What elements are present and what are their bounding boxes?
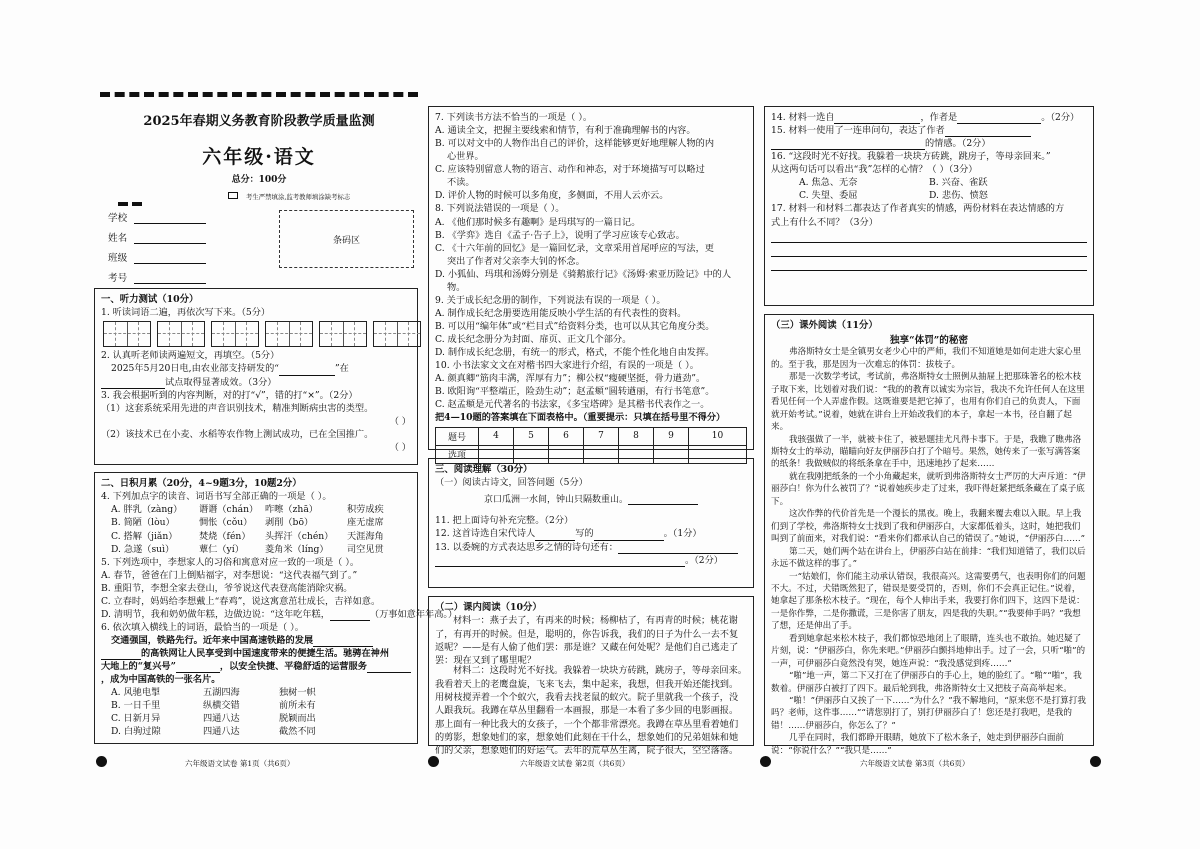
story-paragraph: 一“姑娘们，你们能主动承认错误，我很高兴。这需要勇气，也表明你们的问题不大。不过，犬错既然犯了，错误是要受罚的，否则，你们不会真正记住。”说着，她拿起了那条松木枝子。“现在，每个人伸出手来，我要打你们四下，这四下是说：一是你作弊，二是你撒谎，三是你害了朋友，四是我的失职。”“我要伸手吗？”我想了想，还是伸出了手。 [771,571,1086,632]
question-16-options [771,176,1087,202]
option-row: C. 失望、委屈 D. 悲伤、愤怒 [799,190,988,202]
question-13: 13. 以委婉的方式表达思乡之情的诗句还有： [435,541,747,554]
story-paragraph: 第二天，她们两个站在讲台上，伊丽莎白站在前排：“我们知道错了，我们以后永远不做这样的事了。” [771,546,1086,570]
page-footer: 六年级语文试卷 第1页（共6页） [185,759,295,768]
registration-mark [760,756,771,767]
story-paragraph: 弗洛斯特女士是全镇男女老少心中的严师，我们不知道她是如何走进大家心里的。至于我，那是因为一次难忘的体罚：拔枝子。 [771,347,1082,370]
page-footer: 六年级语文试卷 第3页（共6页） [860,759,970,768]
question-8: 8. 下列说法错误的一项是（ ）。 [435,203,565,215]
registration-mark [96,756,107,767]
question-2-fill: 2025年5月20日电,由农业部支持研发的“ ”在 [111,363,349,375]
question-17: 17. 材料一和材料二都表达了作者真实的情感，两份材料在表达情感的方 [771,203,1065,215]
table-header-cell: 题号 [436,427,479,445]
option-a: A. 《他们那时候多有趣啊》是玛琪写的一篇日记。 [435,216,641,228]
reading-poem-section [428,458,754,588]
question-16-ask: 从这两句话可以看出“我”怎样的心情？（ ）（3分） [771,164,978,176]
section-title: 二、日积月累（20分，4~9题3分，10题2分） [101,478,302,489]
option-b: B. 欧阳询“平整端正，险劲生动”；赵孟頫“圆转遒丽，有行书笔意”。 [435,386,715,398]
question-9: 9. 关于成长纪念册的制作，下列说法有误的一项是（ ）。 [435,294,666,306]
total-score: 总分：100分 [231,175,287,185]
question-6-options [101,686,411,738]
story-paragraph: 这次作弊的代价首先是一个漫长的黑夜。晚上，我翻来覆去难以入眠。早上我们到了学校，弗洛斯特女士找到了我和伊丽莎白，大家都低着头，这时，她把我们叫到了前面来，对我们说：“看来你们都承认自己的错误了。”她说，“伊丽莎白……” [771,509,1086,545]
answer-paren[interactable]: （ ） [389,441,411,453]
option-c: C. 成长纪念册分为封面、扉页、正文几个部分。 [435,334,632,346]
option-c: C. 《十六年前的回忆》是一篇回忆录，文章采用首尾呼应的写法，更 [435,242,714,254]
story-paragraph: 我骇强做了一半，就被卡住了，被悬题挂尤凡得卡事下。于是，我瞧了瞧弗洛斯特女士的举动，瞄瞄向好友伊丽莎白打了个暗号。果然，她传来了一张写满答案的纸条！我做贼似的将纸条拿在手中，迅速地抄了起来…… [771,434,1082,470]
question-14: 14. 材料一选自 ，作者是 。（2分） [771,112,1080,123]
question-6-text-4: ，成为中国高铁的一张名片。 [101,674,221,686]
story-paragraph: 看到她拿起来松木枝子，我们都惊恐地闭上了眼睛，连头也不敢抬。她迟疑了片刻，说：“伊丽莎白，你先来吧。”伊丽莎白颤抖地伸出手。过了一会，只听“啪”的一声，可伊丽莎白竟然没有哭，她连声说：“我没感觉到疼……” [771,633,1086,669]
option-d: D. 制作成长纪念册，有统一的形式，格式，不能个性化地自由发挥。 [435,347,715,359]
answer-line[interactable] [771,257,1087,271]
option-d: D. 清明节，我和奶奶做年糕，边做边说：“这年吃年糕， （万事如意年年高。） [101,608,458,620]
poem-line: 京口瓜洲一水间，钟山只隔数重山。 [435,492,747,505]
question-3: 3. 我会根据听到的内容判断，对的打“√”，错的打“×”。（2分） [101,389,358,401]
basics-continued [428,106,754,461]
story-paragraph: “啪”地一声，第二下又打在了伊丽莎白的手心上，她的脸红了。“啪”“啪”，我数着。伊丽莎白被打了四下。最后轮到我，弗洛斯特女士又把枝子高高举起来。 [771,671,1082,694]
option-row: B. 一日千里 纵横交错 前所未有 [111,700,316,712]
question-10: 10. 小书法家文文在对楷书四大家进行介绍，有误的一项是（ ）。 [435,360,699,372]
table-header-cell: 6 [549,427,584,445]
subsection-title: （三）课外阅读（11分） [771,320,878,331]
subsection-title: （一）阅读古诗文，回答问题（5分） [435,477,588,489]
question-12: 12. 这首诗选自宋代诗人 写的 。（1分） [435,528,702,540]
question-2-fill-2: 试点取得显著成效。（3分） [101,376,411,389]
answer-table-note: 把4—10题的答案填在下面表格中。（重要提示：只填在括号里不得分） [435,412,726,424]
material-one: 材料一：燕子去了，有再来的时候；杨柳枯了，有再青的时候；桃花谢了，有再开的时候。但是，聪明的，你告诉我，我们的日子为什么一去不复返呢？——是有人偷了他们罢：那是谁？又藏在何处呢？是他们自己逃走了罢：现在又到了哪里呢？ [435,615,739,667]
question-3-1: （1）这套系统采用先进的声音识别技术，精准判断病虫害的类型。 [101,402,374,414]
option-b: B. 可以用“编年体”或“栏目式”给资料分类，也可以从其它角度分类。 [435,321,715,332]
option-b: B. 可以对文中的人物作出自己的评价，这样能够更好地理解人物的内 [435,138,715,150]
school-field[interactable]: 学校 [108,210,206,224]
exam-title: 2025年春期义务教育阶段教学质量监测 [143,114,375,129]
exam-number-field[interactable]: 考号 [108,270,206,284]
question-4: 4. 下列加点字的读音、词语书写全部正确的一项是（ ）。 [101,491,332,503]
name-field[interactable]: 姓名 [108,230,206,244]
option-a: A. 颜真卿“筋肉丰满，浑厚有力”；柳公权“瘦硬坚挺，骨力遒劲”。 [435,373,706,385]
table-header-cell: 9 [654,427,689,445]
table-header-cell: 4 [479,427,514,445]
answer-paren[interactable]: （ ） [389,415,411,427]
in-class-reading [428,596,754,757]
question-15: 15. 材料一使用了一连串问句，表达了作者 [771,124,1087,137]
answer-line[interactable] [771,229,1087,243]
option-row: D. 白驹过隙 四通八达 截然不同 [111,726,316,738]
accumulation-section [94,472,458,744]
question-11: 11. 把上面诗句补充完整。（2分） [435,515,574,527]
option-b: B. 《学弈》选自《孟子·告子上》，说明了学习应该专心致志。 [435,229,685,241]
story-title: 独享“体罚”的秘密 [889,335,969,347]
option-c: C. 应该特别留意人物的语言、动作和神态，对于环境描写可以略过 [435,164,705,176]
registration-mark [1090,756,1101,767]
proctor-notice: 考生严禁填涂,监考教师填涂缺考标志 [228,192,350,201]
story-paragraph: 几乎在同时，我们都睁开眼睛，她放下了松木条子，她走到伊丽莎白面前说：“你说什么？”“我只是……” [771,733,1065,756]
extracurricular-reading [764,314,1094,756]
question-5: 5. 下列选项中，李想家人的习俗和寓意对应一致的一项是（ ）。 [101,556,360,568]
cut-line [100,92,418,97]
option-a: A. 春节，爸爸在门上倒贴福字，对李想说：“这代表福气到了。” [101,569,358,581]
option-d: D. 小狐仙、玛琪和汤姆分别是《骑鹅旅行记》《汤姆·索亚历险记》中的人 [435,268,732,280]
question-6: 6. 依次填入横线上的词语，最恰当的一项是（ ）。 [101,621,304,633]
option-row: B. 简陋（lòu） 惆怅（cǒu） 剥削（bō） 座无虚席 [111,517,384,529]
option-b: B. 重阳节，李想全家去登山，爷爷说这代表登高能消除灾祸。 [101,582,353,594]
option-b-cont: 心世界。 [447,151,484,163]
writing-grid[interactable] [103,321,411,347]
option-row: A. 焦急、无奈 B. 兴奋、雀跃 [799,177,988,189]
section-title: 三、阅读理解（30分） [435,464,533,475]
table-header-cell: 5 [514,427,549,445]
subject-title: 六年级·语文 [202,146,316,168]
question-6-text: 交通强国，铁路先行。近年来中国高速铁路的发展 [101,634,411,647]
section-title: 一、听力测试（10分） [101,294,199,305]
option-c-cont: 突出了作者对父亲李大钊的怀念。 [447,255,585,267]
table-header-cell: 10 [689,427,747,445]
in-class-questions [764,106,1094,306]
option-d: D. 评价人物的时候可以多角度，多侧面，不用人云亦云。 [435,190,669,202]
table-row-label: 选项 [436,445,479,463]
story-text [771,346,1087,756]
question-13-line: 。（2分） [435,554,747,567]
question-17-ask: 式上有什么不同？（3分） [771,216,878,228]
answer-line[interactable] [771,243,1087,257]
question-15-line: 的情感。（2分） [771,137,1087,150]
table-header-cell: 7 [584,427,619,445]
barcode-area: 条码区 [279,210,414,268]
option-a: A. 制作成长纪念册要选用能反映小学生活的有代表性的资料。 [435,307,687,319]
option-d-cont: 物。 [447,281,466,293]
table-header-cell: 8 [619,427,654,445]
question-6-text-2: 的高铁网让人民享受到中国速度带来的便捷生活。驰骋在神州 [101,647,411,660]
absent-mark-bars [118,191,146,197]
option-c: C. 立春时，妈妈给李想戴上“春鸡”，说这寓意茁壮成长，吉祥如意。 [101,595,381,607]
option-row: A. 风驰电掣 五湖四海 独树一帜 [111,687,316,699]
question-4-options [101,503,411,555]
absent-checkbox[interactable] [228,192,238,199]
option-row: A. 胖乳（zàng） 谮谮（chán） 咋嚓（zhā） 积劳成疾 [111,504,384,516]
option-a: A. 通读全文，把握主要线索和情节，有利于准确理解书的内容。 [435,125,696,137]
option-c: C. 赵孟頫是元代著名的书法家，《多宝塔碑》是其楷书代表作之一。 [435,399,710,411]
option-row: D. 急遂（suì） 蕈仁（yí） 菱角米（líng） 司空见贯 [111,543,384,555]
question-1: 1. 听读词语二遍，再依次写下来。（5分） [101,307,271,319]
story-paragraph: 就在我刚把纸条的一个小角藏起来，就听到弗洛斯特女士严厉的大声斥道：“伊丽莎白！你为什么被罚了？”说着她疾步走了过来，我吓得赶紧把纸条藏在了桌子底下。 [771,471,1086,507]
page-footer: 六年级语文试卷 第2页（共6页） [520,759,630,768]
registration-mark [428,756,439,767]
material-two: 材料二：这段时光不好找。我躲着一块块方砖跳，跳房子，等母亲回来。我看着天上的老鹰盘旋，飞来飞去，集中起来，我想，但我开始还能找到。用树枝搅弄着一个个蚁穴，我看去找老鼠的蚁穴。院子里就我一个孩子，没人跟我玩。我蹲在草丛里翻看一本画报，那是一本看了多少回的电影画报。那上面有一种比我大的女孩子，一个个都非常漂亮。我蹲在草丛里看着她们的剪影，想象她们的家，想象她们此刻在干什么，想象她们的兄弟姐妹和她们的父亲，想象她们的好运气。去年的荒草丛生离，院子很大，空空落落。 [435,665,747,757]
story-paragraph: “啪！”伊丽莎白又挨了一下……“为什么？”我不解地问，“原来您不是打算打我吗？老师，这件事……”“请您别打了，别打伊丽莎白了！您还是打我吧，是我的错！……伊丽莎白，你怎么了？” [771,696,1086,731]
option-c-cont: 不读。 [447,177,475,189]
listening-section [94,288,418,465]
question-2: 2. 认真听老师读两遍短文，再填空。（5分） [101,350,280,362]
question-7: 7. 下列读书方法不恰当的一项是（ ）。 [435,112,593,123]
subsection-title: （二）课内阅读（10分） [435,602,542,613]
question-16: 16. “这段时光不好找。我躲着一块块方砖跳，跳房子，等母亲回来。” [771,151,1051,163]
option-row: C. 搭解（jiǎn） 焚烧（fén） 头挥汗（chén） 天涯海角 [111,530,384,542]
class-field[interactable]: 班级 [108,250,206,264]
story-paragraph: 那是一次数学考试，考试前，弗洛斯特女士照例从抽屉上把那珠箸名的松木枝子取下来，比划着对我们说：“我的的教育以诚实为宗旨，我决不允许任何人在这里看见任何一个人弄虚作假。这既谁要是把它掉了，也用有你们自己的负责人，下面就开始考试。”说着，她就在讲台上开始改我们的本子，拿起一本书，径自翻了起来。 [771,372,1085,433]
question-6-text-3: 大地上的“复兴号” ，以安全快捷、平稳舒适的运营服务 [101,660,411,673]
question-3-2: （2）该技术已在小麦、水稻等农作物上测试成功，已在全国推广。 [101,428,374,440]
option-row: C. 日新月异 四通八达 脱颖而出 [111,713,316,725]
